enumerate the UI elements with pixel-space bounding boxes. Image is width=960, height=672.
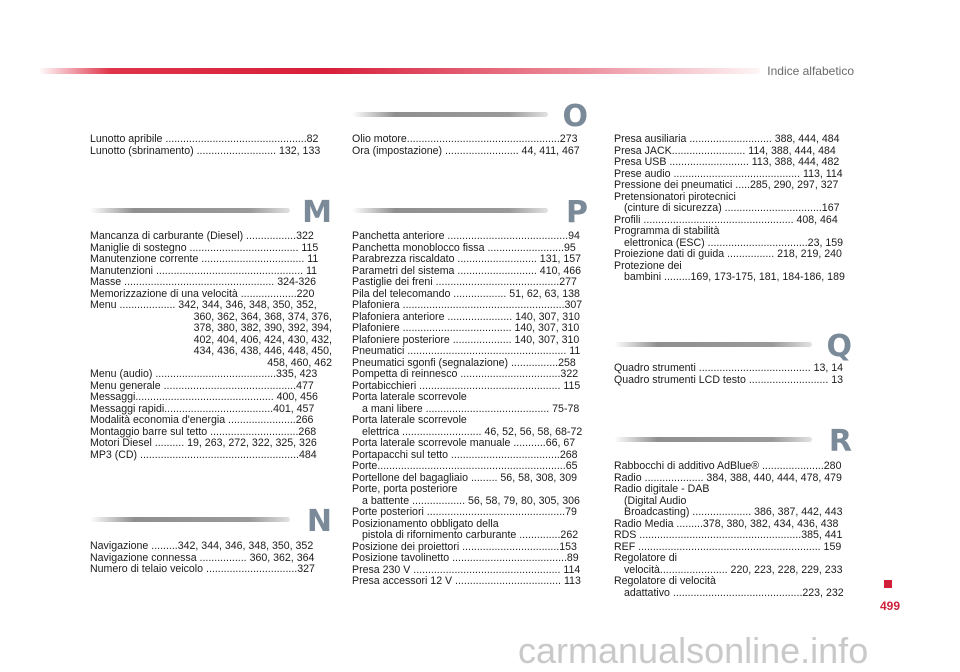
index-entry-continued[interactable]: (Digital Audio: [624, 494, 687, 507]
index-entry[interactable]: Motori Diesel .......... 19, 263, 272, 322, 325, 326: [90, 437, 317, 449]
letter-header-q: [614, 329, 852, 364]
index-entry-continued[interactable]: adattativo ............................................223, 232: [624, 586, 844, 599]
index-entry[interactable]: Manutenzione corrente ................................... 11: [90, 253, 319, 265]
index-entry[interactable]: Portapacchi sul tetto .....................................268: [352, 448, 578, 461]
index-entry[interactable]: Pressione dei pneumatici .....285, 290, 297, 327: [614, 179, 839, 191]
index-group-p-cont: [614, 134, 852, 284]
index-group-l: [90, 134, 332, 157]
index-entry[interactable]: Rabbocchi di additivo AdBlue® .....................280: [614, 460, 842, 472]
index-entry[interactable]: Proiezione dati di guida ................ 218, 219, 240: [614, 248, 842, 260]
section-letter: M: [302, 195, 332, 230]
index-entry[interactable]: Memorizzazione di una velocità ...................220: [90, 287, 315, 300]
header-bar: [352, 112, 548, 117]
index-entry[interactable]: Regolatore di: [614, 552, 678, 564]
section-letter: O: [562, 99, 588, 134]
index-entry[interactable]: Lunotto apribile ................................................82: [90, 133, 319, 145]
index-entry[interactable]: RDS .......................................................385, 441: [614, 529, 843, 541]
index-entry[interactable]: Plafoniera .......................................................307: [352, 299, 583, 311]
index-entry-continued[interactable]: bambini .........169, 173-175, 181, 184-186, 189: [624, 271, 845, 283]
header-bar: [352, 208, 548, 213]
index-entry[interactable]: Ora (impostazione) ......................... 44, 411, 467: [352, 144, 580, 157]
index-entry[interactable]: Parabrezza riscaldato ........................... 131, 157: [352, 253, 582, 265]
index-entry[interactable]: Parametri del sistema ........................... 410, 466: [352, 264, 582, 277]
index-entry-continued[interactable]: Broadcasting) .................... 386, 387, 442, 443: [624, 506, 843, 518]
index-entry[interactable]: Manutenzioni .................................................. 11: [90, 264, 318, 277]
index-entry[interactable]: Prese audio ........................................... 113, 114: [614, 167, 843, 180]
index-entry[interactable]: Pneumatici ...................................................... 11: [352, 345, 581, 357]
index-entry[interactable]: Pretensionatori pirotecnici: [614, 190, 736, 203]
header-bar: [90, 517, 290, 522]
index-entry[interactable]: Porte................................................................65: [352, 460, 578, 472]
index-entry[interactable]: Programma di stabilità: [614, 225, 720, 237]
index-entry[interactable]: Menu ................... 342, 344, 346, 348, 350, 352,: [90, 299, 317, 311]
index-entry[interactable]: Pila del telecomando .................. 51, 62, 63, 138: [352, 287, 580, 300]
index-entry[interactable]: Presa 230 V .................................................. 114: [352, 563, 581, 576]
index-entry[interactable]: Portellone del bagagliaio ......... 56, 58, 308, 309: [352, 471, 577, 484]
index-group-r: [614, 461, 852, 599]
watermark-text: carmanualsonline.info: [518, 630, 869, 671]
index-entry[interactable]: Olio motore....................................................273: [352, 133, 578, 145]
section-letter: P: [566, 195, 588, 230]
index-entry[interactable]: Modalità economia d'energia .......................266: [90, 414, 314, 426]
index-entry[interactable]: Porta laterale scorrevole: [352, 414, 467, 426]
index-entry[interactable]: Presa JACK......................... 114, 388, 444, 484: [614, 144, 836, 157]
index-entry[interactable]: Panchetta anteriore .........................................94: [352, 230, 580, 242]
index-entry[interactable]: Porta laterale scorrevole manuale ...........66, 67: [352, 437, 576, 449]
header-bar: [90, 208, 290, 213]
index-entry[interactable]: Radio digitale - DAB: [614, 483, 710, 495]
index-entry[interactable]: Porte, porta posteriore: [352, 483, 458, 495]
index-entry[interactable]: Plafoniera anteriore ...................... 140, 307, 310: [352, 310, 580, 323]
section-letter: Q: [826, 329, 852, 364]
index-entry[interactable]: Plafoniere posteriore .................... 140, 307, 310: [352, 333, 580, 346]
section-title: Indice alfabetico: [767, 64, 854, 78]
index-entry[interactable]: Presa ausiliaria ............................ 388, 444, 484: [614, 133, 840, 145]
index-entry[interactable]: Pompetta di reinnesco ..................................322: [352, 368, 579, 380]
index-entry-continued[interactable]: 360, 362, 364, 368, 374, 376,: [193, 310, 332, 323]
index-entry-continued[interactable]: 378, 380, 382, 390, 392, 394,: [193, 322, 332, 334]
index-entry[interactable]: Regolatore di velocità: [614, 575, 716, 587]
index-entry-continued[interactable]: pistola di rifornimento carburante ..............262: [362, 529, 579, 541]
index-entry-continued[interactable]: 434, 436, 438, 446, 448, 450,: [193, 345, 332, 357]
index-entry[interactable]: Posizione dei proiettori .................................153: [352, 540, 577, 553]
index-entry[interactable]: Navigazione .........342, 344, 346, 348, 350, 352: [90, 540, 314, 552]
index-entry[interactable]: Maniglie di sostegno ..................................... 115: [90, 241, 319, 254]
index-entry[interactable]: Portabicchieri ................................................ 115: [352, 379, 581, 392]
index-entry[interactable]: Mancanza di carburante (Diesel) .................322: [90, 230, 314, 242]
index-entry[interactable]: Porta laterale scorrevole: [352, 391, 467, 403]
index-entry[interactable]: Presa USB ........................... 113, 388, 444, 482: [614, 156, 840, 168]
index-entry[interactable]: Montaggio barre sul tetto ..............................268: [90, 425, 317, 438]
index-entry[interactable]: Porte posteriori ...............................................79: [352, 506, 577, 518]
index-entry[interactable]: Radio Media .........378, 380, 382, 434, 436, 438: [614, 517, 839, 530]
index-entry[interactable]: Quadro strumenti LCD testo ........................... 13: [614, 373, 844, 386]
index-entry[interactable]: Messaggi............................................... 400, 456: [90, 391, 318, 403]
index-entry[interactable]: Profili ................................................... 408, 464: [614, 213, 838, 226]
index-entry[interactable]: MP3 (CD) ......................................................484: [90, 448, 317, 461]
index-entry-continued[interactable]: velocità....................... 220, 223, 228, 229, 233: [624, 563, 843, 576]
header-bar: [614, 437, 812, 442]
section-letter: R: [828, 424, 852, 459]
index-entry-continued[interactable]: a battente .................. 56, 58, 79, 80, 305, 306: [362, 494, 580, 507]
index-entry-continued[interactable]: 458, 460, 462: [267, 356, 332, 369]
page-number: 499: [880, 599, 901, 613]
letter-header-o: [352, 99, 588, 134]
index-entry[interactable]: Pneumatici sgonfi (segnalazione) ................258: [352, 356, 576, 369]
letter-header-r: [614, 424, 852, 459]
page-marker-square: [884, 580, 892, 588]
index-entry[interactable]: Messaggi rapidi.....................................401, 457: [90, 402, 315, 415]
index-entry[interactable]: REF .............................................................. 159: [614, 540, 842, 553]
index-entry-continued[interactable]: elettrica ........................... 46, 52, 56, 58, 68-72: [362, 425, 583, 438]
index-entry[interactable]: Panchetta monoblocco fissa ..........................95: [352, 241, 576, 254]
section-letter: N: [306, 504, 332, 539]
index-group-p: [352, 231, 588, 588]
index-group-n: [90, 541, 332, 576]
top-accent-bar: [38, 68, 760, 74]
index-entry[interactable]: Plafoniere ..................................... 140, 307, 310: [352, 322, 580, 334]
index-entry-continued[interactable]: elettronica (ESC) ..................................23, 159: [624, 236, 844, 249]
index-group-o: [352, 134, 588, 157]
index-entry[interactable]: Menu (audio) .........................................335, 423: [90, 368, 318, 380]
index-entry[interactable]: Posizione tavolinetto .......................................89: [352, 552, 579, 564]
index-entry-continued[interactable]: a mani libere .......................................... 75-78: [362, 402, 580, 415]
index-group-m: [90, 231, 332, 461]
index-group-q: [614, 363, 852, 386]
index-entry[interactable]: Numero di telaio veicolo ...............................327: [90, 563, 315, 575]
letter-header-m: [90, 195, 332, 230]
index-entry[interactable]: Protezione dei: [614, 259, 682, 272]
index-entry[interactable]: Masse ................................................... 324-326: [90, 276, 317, 288]
index-entry-continued[interactable]: (cinture di sicurezza) .................................167: [624, 202, 840, 214]
index-entry[interactable]: Radio .................... 384, 388, 440, 444, 478, 479: [614, 471, 842, 484]
letter-header-p: [352, 195, 588, 230]
letter-header-n: [90, 504, 332, 539]
index-entry[interactable]: Navigazione connessa ................ 360, 362, 364: [90, 551, 315, 564]
header-bar: [614, 342, 812, 347]
index-entry-continued[interactable]: 402, 404, 406, 424, 430, 432,: [193, 333, 332, 346]
index-entry[interactable]: Lunotto (sbrinamento) ........................... 132, 133: [90, 144, 321, 157]
index-entry[interactable]: Presa accessori 12 V .................................... 113: [352, 575, 581, 587]
index-entry[interactable]: Pastiglie dei freni ..........................................277: [352, 276, 577, 288]
index-entry[interactable]: Quadro strumenti ...................................... 13, 14: [614, 362, 844, 374]
index-entry[interactable]: Menu generale .............................................477: [90, 379, 314, 392]
index-entry[interactable]: Posizionamento obbligato della: [352, 517, 499, 530]
